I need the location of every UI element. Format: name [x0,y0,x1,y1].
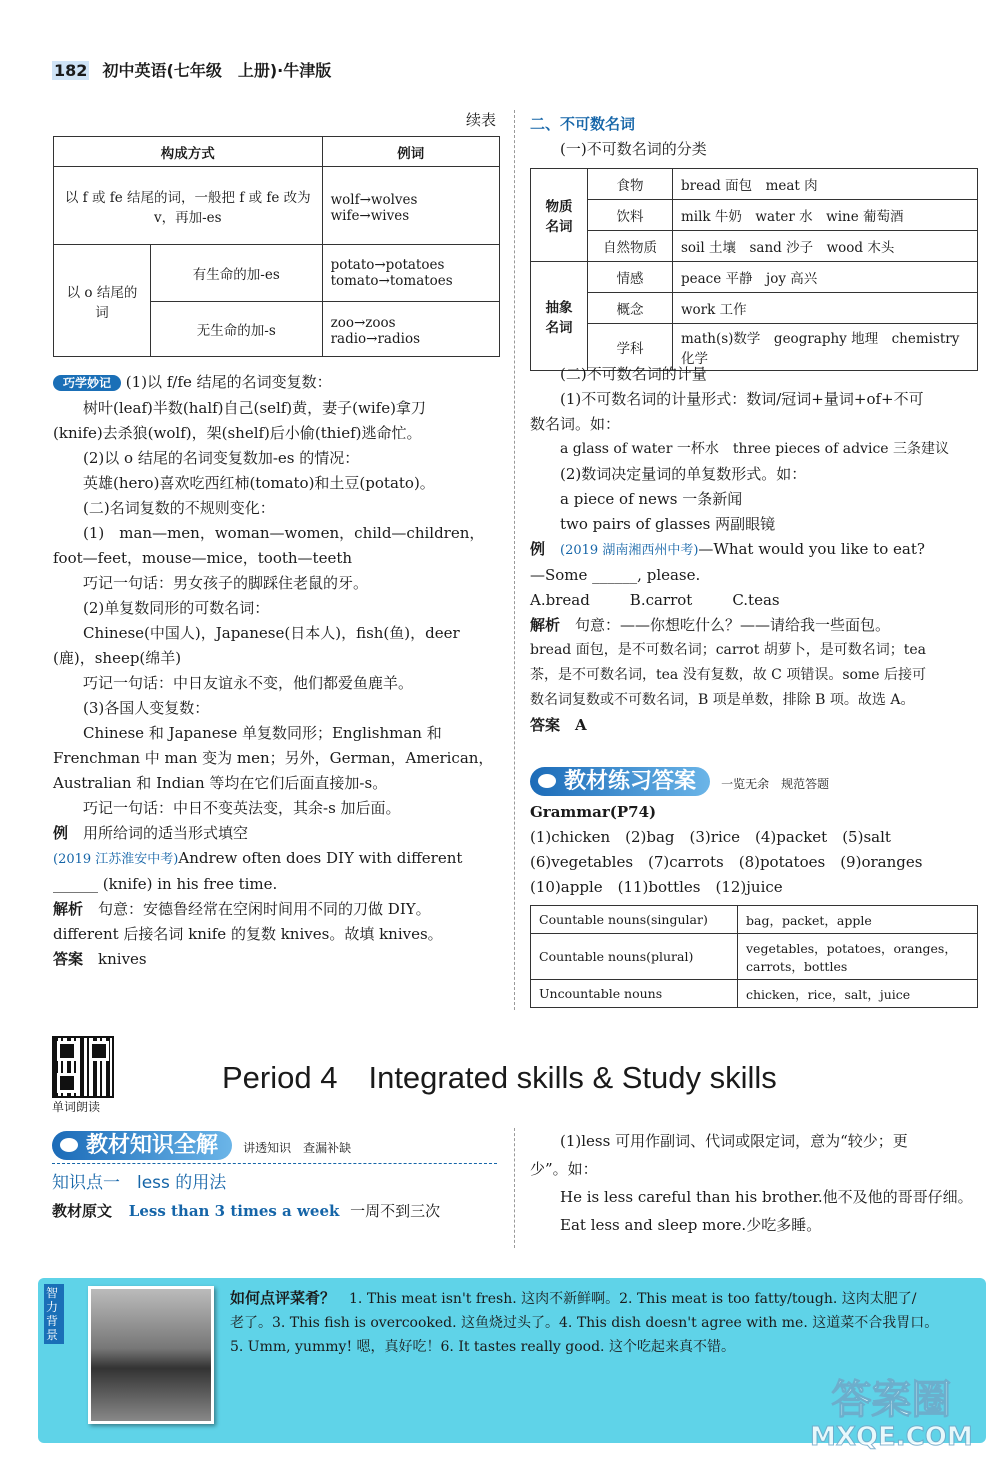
analysis-text: different 后接名词 knife 的复数 knives。故填 knives。 [53,925,443,943]
knowledge-banner: 教材知识全解 [52,1131,232,1160]
analysis-text: 句意：——你想吃什么？——请给我一些面包。 [575,616,891,634]
group-cell: 物质名词 [531,169,588,262]
option: A.bread [530,591,590,609]
text-line: 少”。如： [530,1160,598,1178]
table-cell: Countable nouns(singular) [531,906,738,934]
example-text: 用所给词的适当形式填空 [83,824,249,842]
tip-text [230,1286,970,1359]
text-line: a glass of water 一杯水 three pieces of advice 三条建议 [560,441,950,457]
grammar-answers [530,800,982,900]
text-line: 数名词。如： [530,415,621,433]
text-line: a piece of news 一条新闻 [560,490,743,508]
qr-code [52,1036,114,1098]
example-question: —Some ______, please. [530,566,701,584]
tip-line: 5. Umm, yummy! 嗯，真好吃！6. It tastes really good. 这个吃起来真不错。 [230,1339,735,1355]
table-cell: milk 牛奶 water 水 wine 葡萄酒 [673,200,978,231]
text-line: foot—feet，mouse—mice，tooth—teeth [53,549,353,567]
table-cell: bag，packet，apple [738,906,978,934]
answer-line: (6)vegetables (7)carrots (8)potatoes (9)oranges [530,853,923,871]
text-line: (1) man—men，woman—women，child—children， [83,524,485,542]
group-cell: 抽象名词 [531,262,588,371]
column-divider [514,110,515,1010]
table-cell: Uncountable nouns [531,980,738,1008]
analysis-text: 数名词复数或不可数名词，B 项是单数，排除 B 项。故选 A。 [530,692,915,708]
table-cell: Countable nouns(plural) [531,934,738,980]
text-line: Chinese(中国人)，Japanese(日本人)，fish(鱼)，deer [83,624,460,642]
banner-note: 讲透知识 查漏补缺 [243,1141,352,1155]
text-line: Chinese 和 Japanese 单复数同形；Englishman 和 [83,724,442,742]
text-line: (knife)去杀狼(wolf)，架(shelf)后小偷(thief)逃命忙。 [53,424,422,442]
answer-text: A [575,716,587,734]
example-question: ______ (knife) in his free time. [53,875,278,893]
answers-banner-row [530,764,980,795]
table-cell: 食物 [588,169,673,200]
text-line: two pairs of glasses 两副眼镜 [560,515,776,533]
plural-rules-table [53,136,500,357]
table-cell: work 工作 [673,293,978,324]
table-cell: 饮料 [588,200,673,231]
table-cell: peace 平静 joy 高兴 [673,262,978,293]
table-cell [322,245,499,302]
table-cell: 有生命的加-es [151,245,323,302]
text-line: Frenchman 中 man 变为 men；另外，German，American， [53,749,494,767]
option: B.carrot [629,591,693,609]
tip-line: 1. This meat isn't fresh. 这肉不新鲜啊。2. This meat is too fatty/tough. 这肉太肥了/ [349,1291,917,1307]
watermark [810,1378,973,1452]
answer-line: (1)chicken (2)bag (3)rice (4)packet (5)salt [530,828,891,846]
example-word: tomato→tomatoes [330,273,453,289]
analysis-text: bread 面包，是不可数名词；carrot 胡萝卜，是可数名词；tea [530,642,927,658]
text-line: Australian 和 Indian 等均在它们后面直接加-s。 [53,774,388,792]
knowledge-banner-row [52,1128,497,1164]
table-cell: vegetables，potatoes，oranges，carrots，bottles [738,934,978,980]
speaker-icon [538,774,556,788]
answer-label: 答案 [53,950,84,968]
table-cell: zoo→zoos radio→radios [322,302,499,357]
qr-label: 单词朗读 [52,1100,101,1114]
text-line: (鹿)，sheep(绵羊) [53,649,182,667]
less-usage-notes [530,1127,982,1239]
uncountable-table [530,168,978,371]
tip-badge: 巧学妙记 [53,375,121,391]
tip-title: 如何点评菜肴？ [230,1289,336,1307]
table-cell: 自然物质 [588,231,673,262]
example-label: 例 [53,824,69,842]
text-line: (二)名词复数的不规则变化： [83,499,275,517]
example-word: potato→potatoes [330,257,445,273]
analysis-text: 茶，是不可数名词，tea 没有复数，故 C 项错误。some 后接可 [530,667,926,683]
table-cell: 以 o 结尾的词 [54,245,151,357]
text-line: 巧记一句话：中日友谊永不变，他们都爱鱼鹿羊。 [83,674,414,692]
left-notes [53,370,503,972]
analysis-label: 解析 [53,900,84,918]
answer-text: knives [98,950,147,968]
text-line: (1)less 可用作副词、代词或限定词，意为“较少；更 [560,1132,908,1150]
original-label: 教材原文 [52,1202,113,1220]
table-cell: chicken，rice，salt，juice [738,980,978,1008]
answer-line: (10)apple (11)bottles (12)juice [530,878,783,896]
original-english: Less than 3 times a week [128,1202,340,1220]
table-cell: 无生命的加-s [151,302,323,357]
text-line: 树叶(leaf)半数(half)自己(self)黄，妻子(wife)拿刀 [83,399,426,417]
table-cell: math(s)数学 geography 地理 chemistry 化学 [673,324,978,371]
bottom-divider [514,1128,515,1248]
example-source: (2019 湖南湘西州中考) [560,543,699,558]
text-line: He is less careful than his brother.他不及他的哥哥仔细。 [560,1188,973,1206]
continue-label: 续表 [466,111,497,129]
answer-label: 答案 [530,716,561,734]
example-label: 例 [530,540,546,558]
grammar-title: Grammar(P74) [530,803,657,821]
table-cell: bread 面包 meat 肉 [673,169,978,200]
table-cell: wolf→wolves wife→wives [322,167,499,245]
noun-classification-table [530,905,978,1008]
speaker-icon [60,1138,78,1152]
watermark-line: 答案圈 [831,1377,952,1423]
tip-photo [88,1286,214,1424]
original-text-row [52,1199,440,1224]
col-header: 例词 [322,137,499,167]
example-question: Andrew often does DIY with different [178,849,463,867]
table-cell: 情感 [588,262,673,293]
original-chinese: 一周不到三次 [350,1202,441,1220]
section-title: 二、不可数名词 [530,115,636,133]
text-line: 巧记一句话：男女孩子的脚踩住老鼠的牙。 [83,574,369,592]
table-cell: soil 土壤 sand 沙子 wood 木头 [673,231,978,262]
analysis-text: 句意：安德鲁经常在空闲时间用不同的刀做 DIY。 [98,900,431,918]
text-line: 英雄(hero)喜欢吃西红柿(tomato)和土豆(potato)。 [83,474,435,492]
watermark-line: MXQE.COM [810,1422,973,1452]
text-line: 巧记一句话：中日不变英法变，其余-s 加后面。 [83,799,401,817]
option: C.teas [732,591,780,609]
knowledge-point-title: 知识点一 less 的用法 [52,1173,227,1193]
page-number: 182 [54,61,88,80]
text-line: (2)数词决定量词的单复数形式。如： [560,465,807,483]
page-header [52,58,331,81]
answers-banner: 教材练习答案 [530,767,710,796]
table-cell: 学科 [588,324,673,371]
right-top [530,112,980,162]
tip-line: 老了。3. This fish is overcooked. 这鱼烧过头了。4. This dish doesn't agree with me. 这道菜不合我胃口。 [230,1315,939,1331]
period-title: Period 4 Integrated skills & Study skills [222,1060,777,1095]
banner-note: 一览无余 规范答题 [721,777,830,791]
table-cell: 概念 [588,293,673,324]
text-line: (1)不可数名词的计量形式：数词/冠词+量词+of+不可 [560,390,924,408]
text-line: (3)各国人变复数： [83,699,210,717]
text-line: Eat less and sleep more.少吃多睡。 [560,1216,822,1234]
text-line: (2)以 o 结尾的名词变复数加-es 的情况： [83,449,360,467]
book-title: 初中英语(七年级 上册)·牛津版 [102,61,332,80]
analysis-label: 解析 [530,616,561,634]
example-source: (2019 江苏淮安中考) [53,852,179,867]
table-cell: 以 f 或 fe 结尾的词，一般把 f 或 fe 改为 v，再加-es [54,167,323,245]
text-line: (二)不可数名词的计量 [560,365,707,383]
col-header: 构成方式 [54,137,323,167]
text-line: (2)单复数同形的可数名词： [83,599,270,617]
right-notes [530,362,982,738]
tip-side-label: 智力背景 [44,1284,64,1344]
subsection-title: (一)不可数名词的分类 [560,140,707,158]
example-question: —What would you like to eat? [698,540,925,558]
text-line: (1)以 f/fe 结尾的名词变复数： [125,373,332,391]
